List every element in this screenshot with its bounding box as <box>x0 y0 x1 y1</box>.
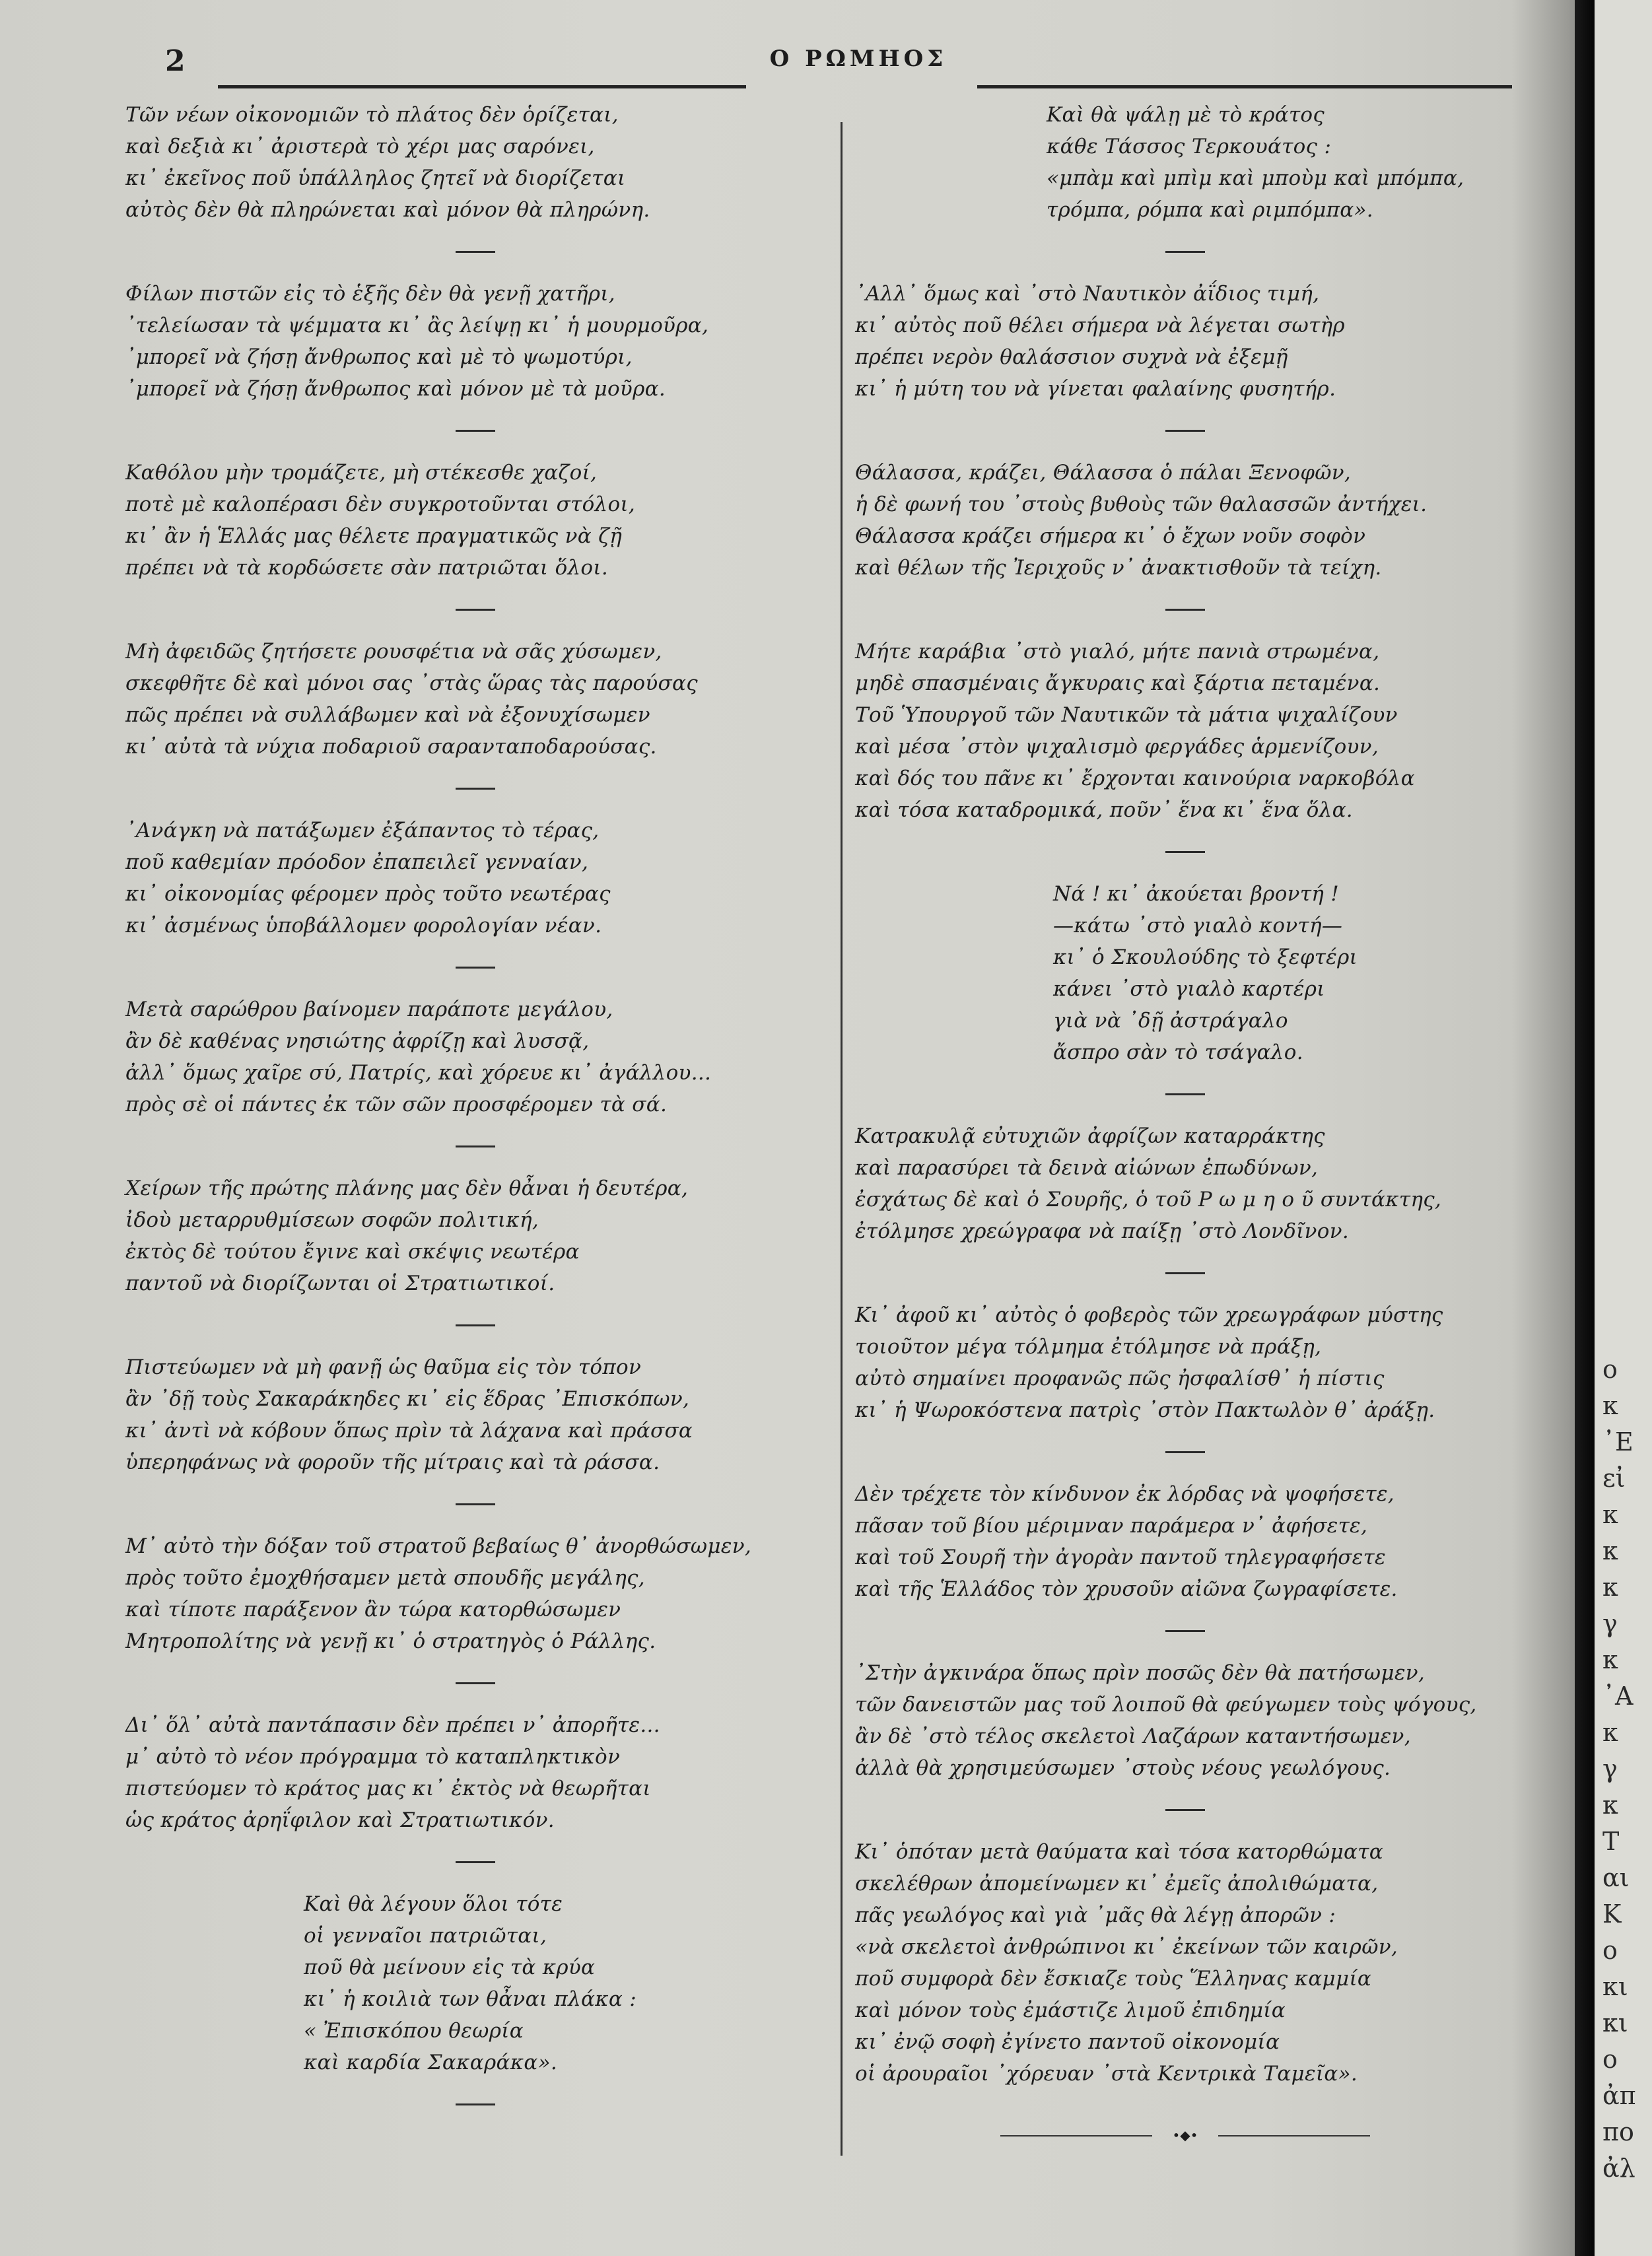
verse-line: Καὶ θὰ λέγουν ὅλοι τότε <box>304 1892 563 1916</box>
next-page-fragment: ο <box>1602 2045 1618 2074</box>
stanza <box>855 99 1515 226</box>
page-header <box>165 36 1512 96</box>
stanza <box>855 1657 1515 1784</box>
next-page-fragment: ο <box>1602 1355 1618 1384</box>
next-page-fragment: κ <box>1602 1645 1618 1674</box>
verse-line: καὶ παρασύρει τὰ δεινὰ αἰώνων ἐπωδύνων, <box>855 1156 1319 1180</box>
verse-line: κι᾽ ἡ κοιλιὰ των θἆναι πλάκα : <box>304 1987 637 2011</box>
verse-line: ἂν δὲ καθένας νησιώτης ἀφρίζῃ καὶ λυσσᾷ, <box>125 1029 590 1053</box>
verse-line: ἐτόλμησε χρεώγραφα νὰ παίξῃ ᾽στὸ Λονδῖνον. <box>855 1219 1350 1243</box>
verse-line: τρόμπα, ρόμπα καὶ ριμπόμπα». <box>1047 198 1373 222</box>
verse-line: Κατρακυλᾷ εὐτυχιῶν ἀφρίζων καταρράκτης <box>855 1124 1325 1148</box>
next-page-fragment: κ <box>1602 1500 1618 1529</box>
next-page-fragment: γ <box>1602 1754 1618 1783</box>
verse-line: κι᾽ ἀσμένως ὑποβάλλομεν φορολογίαν νέαν. <box>125 914 602 938</box>
verse-line: καὶ καρδία Σακαράκα». <box>304 2051 558 2074</box>
next-page-fragment: ἀλ <box>1602 2154 1635 2183</box>
verse-line: αὐτὸς δὲν θὰ πληρώνεται καὶ μόνον θὰ πληρώνη. <box>125 198 650 222</box>
verse-line: Χείρων τῆς πρώτης πλάνης μας δὲν θἆναι ἡ δευτέρα, <box>125 1177 689 1200</box>
verse-line: καὶ δεξιὰ κι᾽ ἀριστερὰ τὸ χέρι μας σαρόνει, <box>125 135 595 158</box>
stanza-separator <box>456 967 495 969</box>
verse-line: Καθόλου μὴν τρομάζετε, μὴ στέκεσθε χαζοί, <box>125 461 598 485</box>
verse-line: ᾽μπορεῖ νὰ ζήσῃ ἄνθρωπος καὶ μόνον μὲ τὰ μοῦρα. <box>125 377 666 401</box>
stanza-separator <box>456 1861 495 1863</box>
stanza-separator <box>1165 609 1205 611</box>
verse-line: μηδὲ σπασμέναις ἄγκυραις καὶ ξάρτια πεταμένα. <box>855 671 1381 695</box>
verse-line: πᾶσαν τοῦ βίου μέριμναν παράμερα ν᾽ ἀφήσετε, <box>855 1514 1368 1538</box>
verse-line: κι᾽ ἐκεῖνος ποῦ ὑπάλληλος ζητεῖ νὰ διορίζεται <box>125 166 626 190</box>
verse-line: ὑπερηφάνως νὰ φοροῦν τῆς μίτραις καὶ τὰ ράσσα. <box>125 1451 660 1474</box>
verse-line: πρὸς τοῦτο ἐμοχθήσαμεν μετὰ σπουδῆς μεγάλης, <box>125 1566 645 1590</box>
stanza-separator <box>456 1682 495 1684</box>
verse-line: οἱ ἀρουραῖοι ᾽χόρευαν ᾽στὰ Κεντρικὰ Ταμεῖα». <box>855 2062 1358 2086</box>
verse-line: Μετὰ σαρώθρου βαίνομεν παράποτε μεγάλου, <box>125 998 613 1021</box>
page-number: 2 <box>165 44 186 78</box>
left-column <box>125 99 825 2131</box>
verse-line: ᾽τελείωσαν τὰ ψέμματα κι᾽ ἂς λείψῃ κι᾽ ἡ μουρμοῦρα, <box>125 314 709 337</box>
verse-line: καὶ τοῦ Σουρῆ τὴν ἀγορὰν παντοῦ τηλεγραφήσετε <box>855 1546 1386 1569</box>
stanza-separator <box>1165 1630 1205 1632</box>
next-page-fragment: κ <box>1602 1391 1618 1420</box>
stanza-separator <box>1165 251 1205 253</box>
stanza <box>125 1888 825 2078</box>
next-page-fragment: κ <box>1602 1718 1618 1747</box>
verse-line: οἱ γενναῖοι πατριῶται, <box>304 1924 547 1948</box>
verse-line: κι᾽ αὐτὸς ποῦ θέλει σήμερα νὰ λέγεται σωτὴρ <box>855 314 1345 337</box>
verse-line: τοιοῦτον μέγα τόλμημα ἐτόλμησε νὰ πράξῃ, <box>855 1335 1322 1359</box>
verse-line: ἐκτὸς δὲ τούτου ἔγινε καὶ σκέψις νεωτέρα <box>125 1240 580 1264</box>
stanza-separator <box>456 1324 495 1326</box>
gutter-shadow <box>1512 0 1575 2256</box>
verse-line: ποῦ συμφορὰ δὲν ἔσκιαζε τοὺς Ἕλληνας καμμία <box>855 1967 1372 1991</box>
stanza-separator <box>1165 430 1205 432</box>
verse-line: τῶν δανειστῶν μας τοῦ λοιποῦ θὰ φεύγωμεν τοὺς ψόγους, <box>855 1693 1477 1717</box>
verse-line: Δὲν τρέχετε τὸν κίνδυνον ἐκ λόρδας νὰ ψοφήσετε, <box>855 1482 1394 1506</box>
verse-line: ᾽Ανάγκη νὰ πατάξωμεν ἐξάπαντος τὸ τέρας, <box>125 819 600 842</box>
stanza <box>125 994 825 1120</box>
stanza-separator <box>456 788 495 790</box>
verse-line: Θάλασσα κράζει σήμερα κι᾽ ὁ ἔχων νοῦν σοφὸν <box>855 524 1366 548</box>
verse-line: Φίλων πιστῶν εἰς τὸ ἑξῆς δὲν θὰ γενῇ χατῆρι, <box>125 282 615 306</box>
verse-line: πῶς πρέπει νὰ συλλάβωμεν καὶ νὰ ἐξονυχίσωμεν <box>125 703 650 727</box>
verse-line: Μητροπολίτης νὰ γενῇ κι᾽ ὁ στρατηγὸς ὁ Ράλλης. <box>125 1629 656 1653</box>
verse-line: Μὴ ἀφειδῶς ζητήσετε ρουσφέτια νὰ σᾶς χύσωμεν, <box>125 640 662 664</box>
verse-line: κι᾽ ἡ Ψωροκόστενα πατρὶς ᾽στὸν Πακτωλὸν θ᾽ ἀράξῃ. <box>855 1398 1435 1422</box>
next-page-fragment: κ <box>1602 1791 1618 1820</box>
next-page-fragment: ᾽Ε <box>1602 1427 1634 1456</box>
next-page-fragment: Τ <box>1602 1827 1620 1856</box>
stanza <box>125 815 825 941</box>
verse-line: αὐτὸ σημαίνει προφανῶς πῶς ἠσφαλίσθ᾽ ἡ πίστις <box>855 1367 1385 1390</box>
verse-line: κάθε Τάσσος Τερκουάτος : <box>1047 135 1332 158</box>
verse-line: καὶ θέλων τῆς Ἰεριχοῦς ν᾽ ἀνακτισθοῦν τὰ τείχη. <box>855 556 1382 580</box>
next-page-fragment: Κ <box>1602 1899 1622 1929</box>
verse-line: ἀλλὰ θὰ χρησιμεύσωμεν ᾽στοὺς νέους γεωλόγους. <box>855 1756 1391 1780</box>
verse-line: κι᾽ ἂν ἡ Ἑλλάς μας θέλετε πραγματικῶς νὰ ζῇ <box>125 524 623 548</box>
stanza-separator <box>456 1145 495 1147</box>
stanza-separator <box>1165 851 1205 853</box>
stanza-separator <box>1165 1451 1205 1453</box>
verse-line: γιὰ νὰ ᾽δῇ ἀστράγαλο <box>1053 1009 1288 1033</box>
verse-line: καὶ τῆς Ἑλλάδος τὸν χρυσοῦν αἰῶνα ζωγραφίσετε. <box>855 1577 1398 1601</box>
stanza <box>855 1836 1515 2090</box>
verse-line: ποῦ καθεμίαν πρόοδον ἐπαπειλεῖ γενναίαν, <box>125 850 589 874</box>
verse-line: ἡ δὲ φωνή του ᾽στοὺς βυθοὺς τῶν θαλασσῶν ἀντήχει. <box>855 493 1428 516</box>
header-rule-left <box>218 85 746 88</box>
next-page-fragment: αι <box>1602 1863 1630 1892</box>
verse-line: κάνει ᾽στὸ γιαλὸ καρτέρι <box>1053 977 1325 1001</box>
stanza <box>125 99 825 226</box>
verse-line: ποῦ θὰ μείνουν εἰς τὰ κρύα <box>304 1956 596 1979</box>
stanza <box>855 878 1515 1068</box>
verse-line: πρέπει νὰ τὰ κορδώσετε σὰν πατριῶται ὅλοι. <box>125 556 609 580</box>
stanza-separator <box>1165 1272 1205 1274</box>
next-page-fragment: ᾽Α <box>1602 1682 1634 1711</box>
verse-line: Θάλασσα, κράζει, Θάλασσα ὁ πάλαι Ξενοφῶν, <box>855 461 1352 485</box>
column-divider <box>841 122 843 2156</box>
verse-line: κι᾽ οἰκονομίας φέρομεν πρὸς τοῦτο νεωτέρας <box>125 882 611 906</box>
verse-line: ποτὲ μὲ καλοπέρασι δὲν συγκροτοῦνται στόλοι, <box>125 493 636 516</box>
next-page-fragment: κι <box>1602 1972 1628 2001</box>
verse-line: Δι᾽ ὅλ᾽ αὐτὰ παντάπασιν δὲν πρέπει ν᾽ ἀπορῆτε... <box>125 1713 660 1737</box>
verse-line: Τοῦ Ὑπουργοῦ τῶν Ναυτικῶν τὰ μάτια ψιχαλίζουν <box>855 703 1398 727</box>
verse-line: καὶ τίποτε παράξενον ἂν τώρα κατορθώσωμεν <box>125 1598 621 1622</box>
next-page-fragment: γ <box>1602 1609 1618 1638</box>
verse-line: Πιστεύωμεν νὰ μὴ φανῇ ὡς θαῦμα εἰς τὸν τόπον <box>125 1355 642 1379</box>
verse-line: ἀλλ᾽ ὅμως χαῖρε σύ, Πατρίς, καὶ χόρευε κι᾽ ἀγάλλου... <box>125 1061 712 1085</box>
verse-line: καὶ μόνον τοὺς ἐμάστιζε λιμοῦ ἐπιδημία <box>855 1999 1286 2022</box>
book-binding <box>1575 0 1595 2256</box>
verse-line: Μήτε καράβια ᾽στὸ γιαλό, μήτε πανιὰ στρωμένα, <box>855 640 1380 664</box>
verse-line: «νὰ σκελετοὶ ἀνθρώπινοι κι᾽ ἐκείνων τῶν καιρῶν, <box>855 1935 1398 1959</box>
next-page-fragment: κι <box>1602 2008 1628 2037</box>
stanza <box>125 457 825 584</box>
verse-line: σκεφθῆτε δὲ καὶ μόνοι σας ᾽στὰς ὥρας τὰς παρούσας <box>125 671 698 695</box>
stanza <box>855 636 1515 826</box>
verse-line: ὡς κράτος ἀρηΐφιλον καὶ Στρατιωτικόν. <box>125 1808 555 1832</box>
verse-line: Μ᾽ αὐτὸ τὴν δόξαν τοῦ στρατοῦ βεβαίως θ᾽ ἀνορθώσωμεν, <box>125 1534 752 1558</box>
verse-line: ἰδοὺ μεταρρυθμίσεων σοφῶν πολιτική, <box>125 1208 539 1232</box>
verse-line: κι᾽ ἡ μύτη του νὰ γίνεται φαλαίνης φυσητήρ. <box>855 377 1336 401</box>
verse-line: ᾽Στὴν ἀγκινάρα ὅπως πρὶν ποσῶς δὲν θὰ πατήσωμεν, <box>855 1661 1426 1685</box>
verse-line: πρέπει νερὸν θαλάσσιον συχνὰ νὰ ἐξεμῇ <box>855 345 1288 369</box>
verse-line: ᾽Αλλ᾽ ὅμως καὶ ᾽στὸ Ναυτικὸν ἀΐδιος τιμή, <box>855 282 1320 306</box>
verse-line: πιστεύομεν τὸ κράτος μας κι᾽ ἐκτὸς νὰ θεωρῆται <box>125 1777 651 1800</box>
verse-line: « Ἐπισκόπου θεωρία <box>304 2019 524 2043</box>
verse-line: καὶ δός του πᾶνε κι᾽ ἔρχονται καινούρια ναρκοβόλα <box>855 767 1415 790</box>
stanza <box>125 1709 825 1836</box>
stanza-separator <box>456 430 495 432</box>
verse-line: καὶ τόσα καταδρομικά, ποῦν᾽ ἕνα κι᾽ ἕνα ὅλα. <box>855 798 1353 822</box>
next-page-fragment: κ <box>1602 1536 1618 1565</box>
next-page-fragment: ἀπ <box>1602 2081 1636 2110</box>
verse-line: Κι᾽ ὁπόταν μετὰ θαύματα καὶ τόσα κατορθώματα <box>855 1840 1383 1864</box>
stanza <box>855 1299 1515 1426</box>
verse-line: Κι᾽ ἀφοῦ κι᾽ αὐτὸς ὁ φοβερὸς τῶν χρεωγράφων μύστης <box>855 1303 1443 1327</box>
stanza <box>125 1173 825 1299</box>
stanza <box>125 636 825 763</box>
verse-line: καὶ μέσα ᾽στὸν ψιχαλισμὸ φεργάδες ἁρμενίζουν, <box>855 735 1379 759</box>
verse-line: πρὸς σὲ οἱ πάντες ἐκ τῶν σῶν προσφέρομεν τὰ σά. <box>125 1093 668 1116</box>
verse-line: παντοῦ νὰ διορίζωνται οἱ Στρατιωτικοί. <box>125 1272 555 1295</box>
next-page-fragment: ο <box>1602 1936 1618 1965</box>
stanza-separator <box>456 251 495 253</box>
stanza <box>855 1120 1515 1247</box>
verse-line: ἐσχάτως δὲ καὶ ὁ Σουρῆς, ὁ τοῦ Ρ ω μ η ο ῦ συντάκτης, <box>855 1188 1442 1212</box>
stanza <box>855 457 1515 584</box>
verse-line: Νά ! κι᾽ ἀκούεται βροντή ! <box>1053 882 1340 906</box>
stanza-separator <box>456 609 495 611</box>
verse-line: κι᾽ ἐνῷ σοφὴ ἐγίνετο παντοῦ οἰκονομία <box>855 2030 1280 2054</box>
stanza-separator <box>1165 1809 1205 1811</box>
journal-title: Ο ΡΩΜΗΟΣ <box>769 46 947 72</box>
verse-line: κι᾽ ἀντὶ νὰ κόβουν ὅπως πρὶν τὰ λάχανα καὶ πράσσα <box>125 1419 693 1443</box>
stanza-separator <box>456 1503 495 1505</box>
stanza-separator <box>1165 1093 1205 1095</box>
next-page-fragment: κ <box>1602 1573 1618 1602</box>
right-column <box>855 99 1515 2142</box>
stanza <box>855 1478 1515 1605</box>
stanza <box>125 278 825 405</box>
closing-ornament: •◆• <box>1000 2129 1370 2142</box>
verse-line: σκελέθρων ἀπομείνωμεν κι᾽ ἐμεῖς ἀπολιθώματα, <box>855 1872 1379 1896</box>
verse-line: ἂν δὲ ᾽στὸ τέλος σκελετοὶ Λαζάρων καταντήσωμεν, <box>855 1725 1411 1748</box>
verse-line: «μπὰμ καὶ μπὶμ καὶ μποὺμ καὶ μπόμπα, <box>1047 166 1464 190</box>
verse-line: κι᾽ αὐτὰ τὰ νύχια ποδαριοῦ σαρανταποδαρούσας. <box>125 735 657 759</box>
stanza <box>125 1351 825 1478</box>
verse-line: ἂν ᾽δῇ τοὺς Σακαράκηδες κι᾽ εἰς ἕδρας ᾽Επισκόπων, <box>125 1387 690 1411</box>
verse-line: ᾽μπορεῖ νὰ ζήσῃ ἄνθρωπος καὶ μὲ τὸ ψωμοτύρι, <box>125 345 633 369</box>
next-page-edge <box>1595 0 1652 2256</box>
verse-line: Τῶν νέων οἰκονομιῶν τὸ πλάτος δὲν ὁρίζεται, <box>125 103 619 127</box>
stanza-separator <box>456 2103 495 2105</box>
verse-line: κι᾽ ὁ Σκουλούδης τὸ ξεφτέρι <box>1053 945 1358 969</box>
header-rule-right <box>977 85 1512 88</box>
verse-line: Καὶ θὰ ψάλῃ μὲ τὸ κράτος <box>1047 103 1325 127</box>
verse-line: —κάτω ᾽στὸ γιαλὸ κοντή— <box>1053 914 1343 938</box>
verse-line: πᾶς γεωλόγος καὶ γιὰ ᾽μᾶς θὰ λέγῃ ἀπορῶν : <box>855 1903 1336 1927</box>
verse-line: μ᾽ αὐτὸ τὸ νέον πρόγραμμα τὸ καταπληκτικὸν <box>125 1745 621 1769</box>
verse-line: ἄσπρο σὰν τὸ τσάγαλο. <box>1053 1041 1303 1064</box>
stanza <box>125 1530 825 1657</box>
next-page-fragment: εἰ <box>1602 1464 1626 1493</box>
stanza <box>855 278 1515 405</box>
next-page-fragment: πο <box>1602 2117 1634 2146</box>
